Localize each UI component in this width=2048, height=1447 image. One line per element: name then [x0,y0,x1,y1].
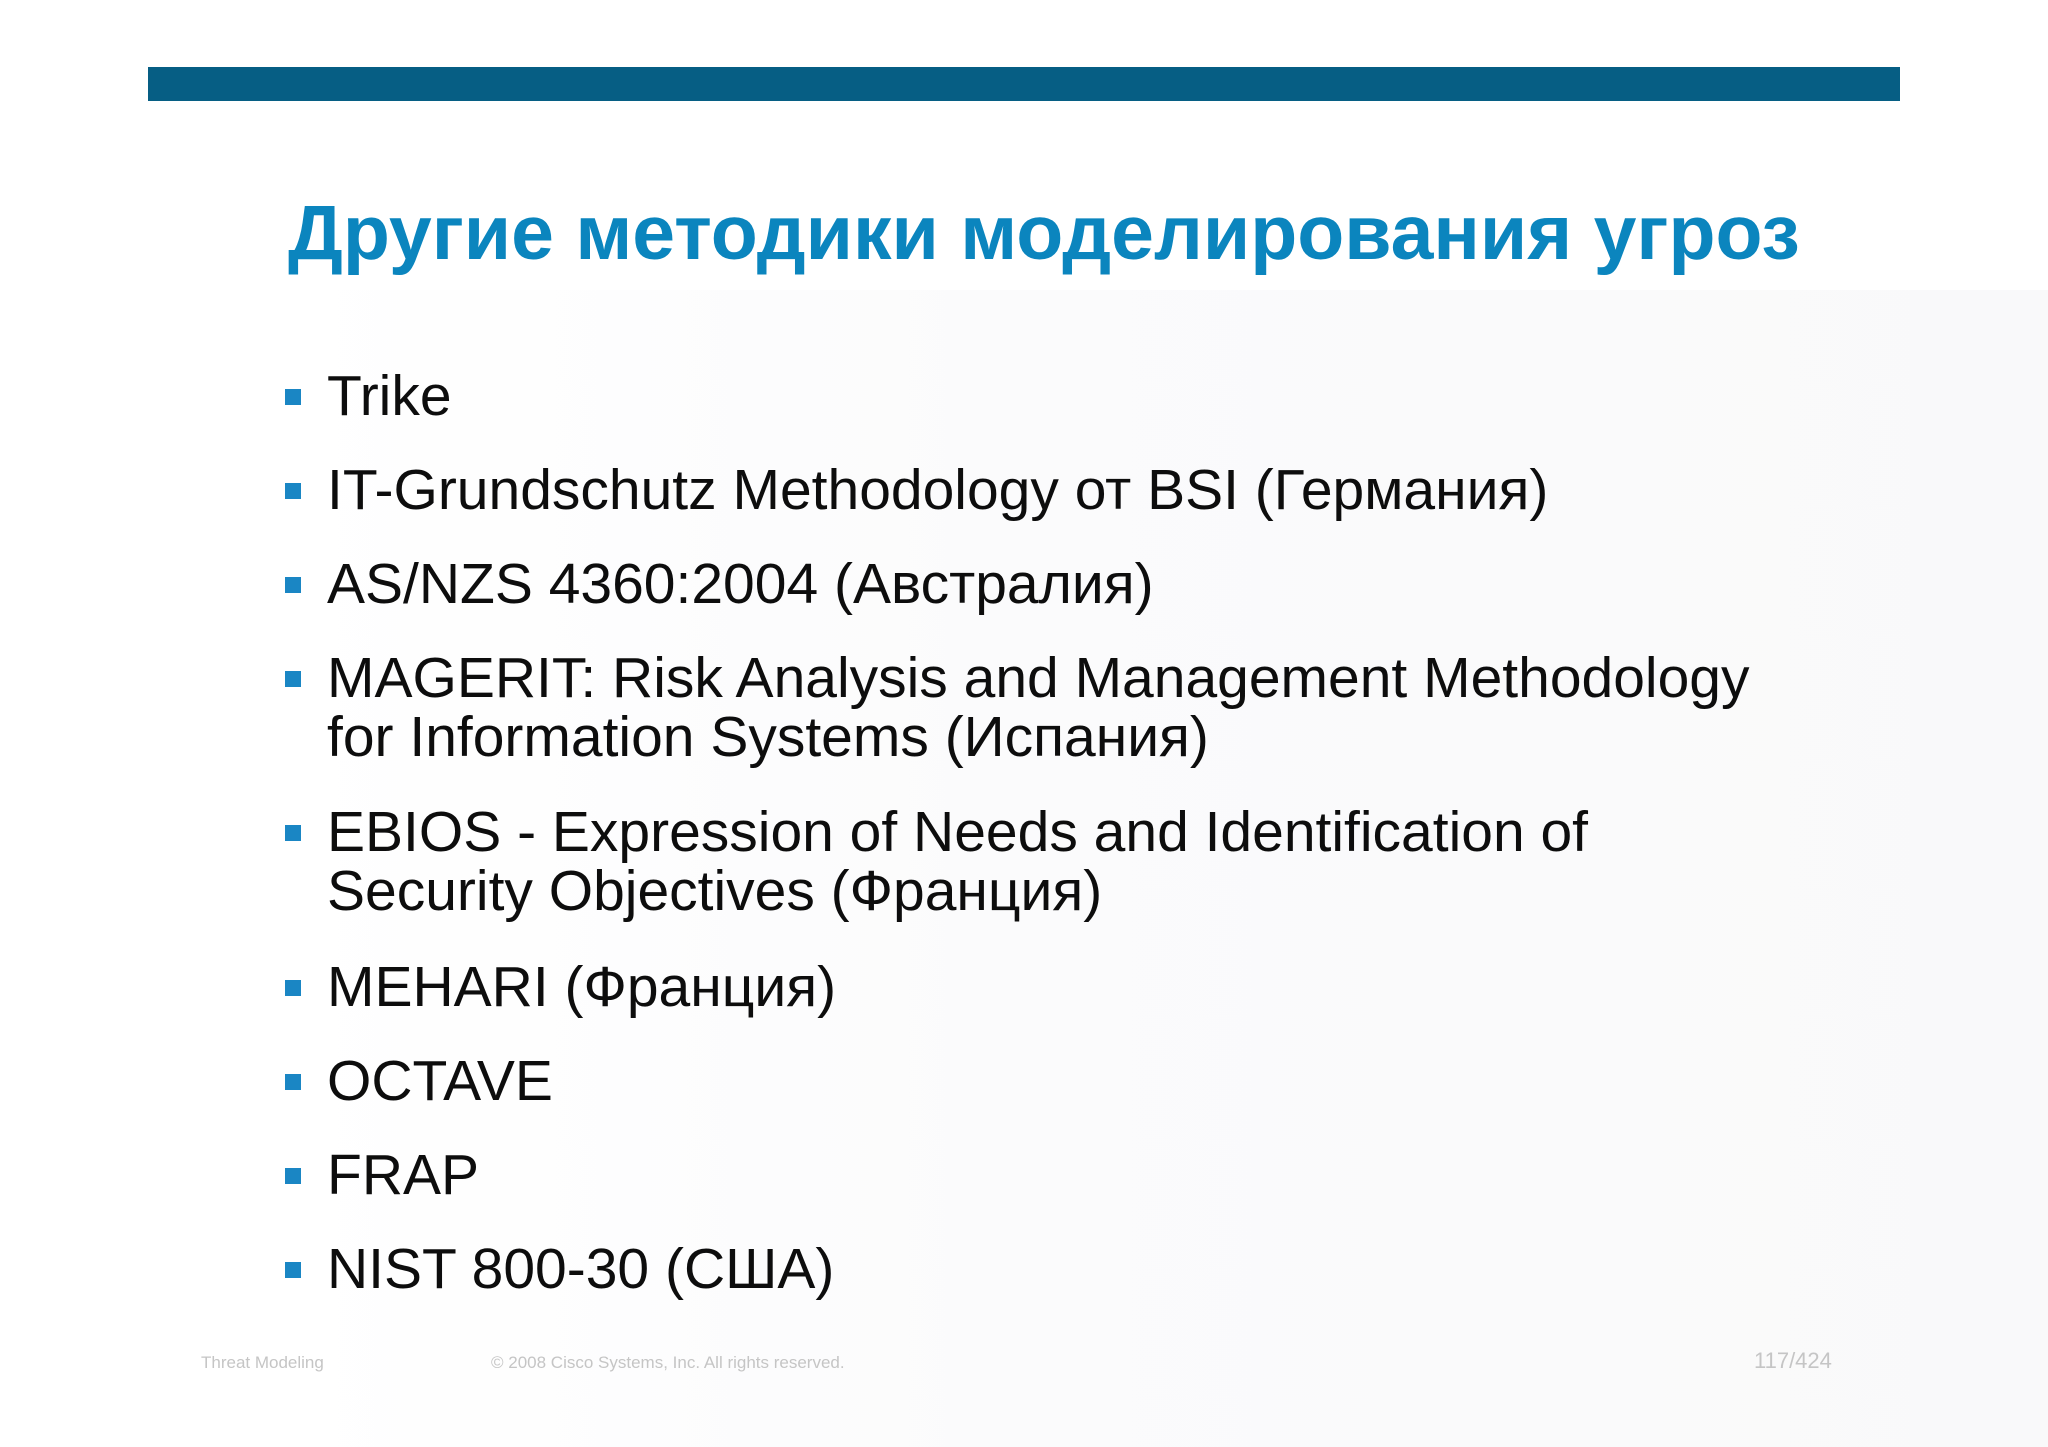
bullet-text-line-2: for Information Systems (Испания) [327,705,1209,769]
bullet-item-frap [285,1143,1935,1207]
bullet-item-octave [285,1049,1935,1113]
bullet-item-mehari [285,955,1935,1019]
bullet-item-nist [285,1237,1935,1301]
bullet-text: NIST 800-30 (США) [327,1237,835,1301]
bullet-square-icon [285,483,301,499]
bullet-text: MEHARI (Франция) [327,955,837,1019]
header-bar [148,67,1900,101]
bullet-text-line-1: EBIOS - Expression of Needs and Identification of [327,800,1589,864]
bullet-square-icon [285,825,301,841]
bullet-item-ebios [285,800,1935,923]
bullet-text: OCTAVE [327,1049,553,1113]
page-number: 117/424 [1754,1348,1832,1373]
bullet-text: AS/NZS 4360:2004 (Австралия) [327,552,1154,616]
footer-copyright: © 2008 Cisco Systems, Inc. All rights reserved. [491,1353,845,1372]
bullet-item-it-grundschutz [285,458,1935,522]
bullet-text: Trike [327,364,452,428]
bullet-text: FRAP [327,1143,480,1207]
bullet-square-icon [285,1262,301,1278]
bullet-item-as-nzs [285,552,1935,616]
bullet-square-icon [285,577,301,593]
bullet-text-line-2: Security Objectives (Франция) [327,859,1103,923]
bullet-item-magerit [285,646,1935,769]
bullet-square-icon [285,980,301,996]
bullet-square-icon [285,389,301,405]
slide-title: Другие методики моделирования угроз [288,190,1800,276]
bullet-text-line-1: MAGERIT: Risk Analysis and Management Methodology [327,646,1750,710]
bullet-square-icon [285,671,301,687]
bullet-square-icon [285,1168,301,1184]
footer-topic: Threat Modeling [201,1353,324,1372]
bullet-item-trike [285,364,1935,428]
bullet-square-icon [285,1074,301,1090]
bullet-text: IT-Grundschutz Methodology от BSI (Германия) [327,458,1549,522]
